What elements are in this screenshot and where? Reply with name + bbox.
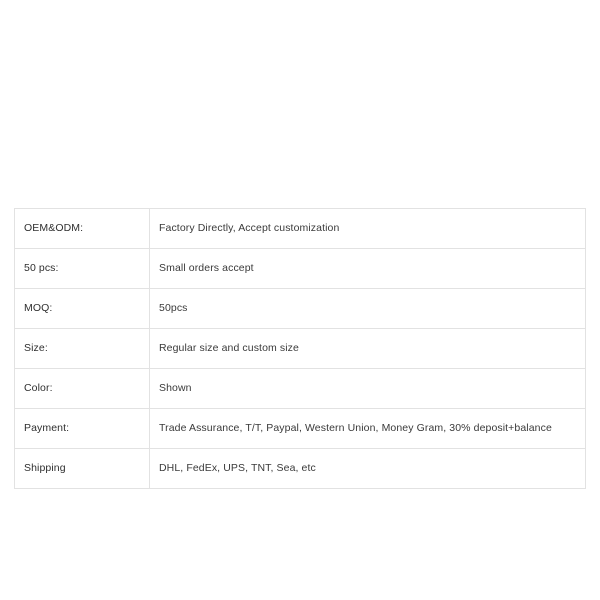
table-row (15, 329, 586, 369)
spec-label-50-pcs: 50 pcs: (15, 249, 150, 289)
spec-label-moq: MOQ: (15, 289, 150, 329)
spec-value-50-pcs: Small orders accept (150, 249, 586, 289)
spec-label-oem-odm: OEM&ODM: (15, 209, 150, 249)
spec-table-container (14, 208, 586, 489)
spec-table-body (15, 209, 586, 489)
table-row (15, 449, 586, 489)
spec-value-moq: 50pcs (150, 289, 586, 329)
spec-label-size: Size: (15, 329, 150, 369)
spec-value-oem-odm: Factory Directly, Accept customization (150, 209, 586, 249)
table-row (15, 249, 586, 289)
spec-label-payment: Payment: (15, 409, 150, 449)
spec-value-color: Shown (150, 369, 586, 409)
table-row (15, 209, 586, 249)
table-row (15, 409, 586, 449)
spec-value-payment: Trade Assurance, T/T, Paypal, Western Union, Money Gram, 30% deposit+balance (150, 409, 586, 449)
spec-value-size: Regular size and custom size (150, 329, 586, 369)
spec-label-color: Color: (15, 369, 150, 409)
table-row (15, 369, 586, 409)
table-row (15, 289, 586, 329)
product-specification-table (14, 208, 586, 489)
spec-value-shipping: DHL, FedEx, UPS, TNT, Sea, etc (150, 449, 586, 489)
spec-label-shipping: Shipping (15, 449, 150, 489)
